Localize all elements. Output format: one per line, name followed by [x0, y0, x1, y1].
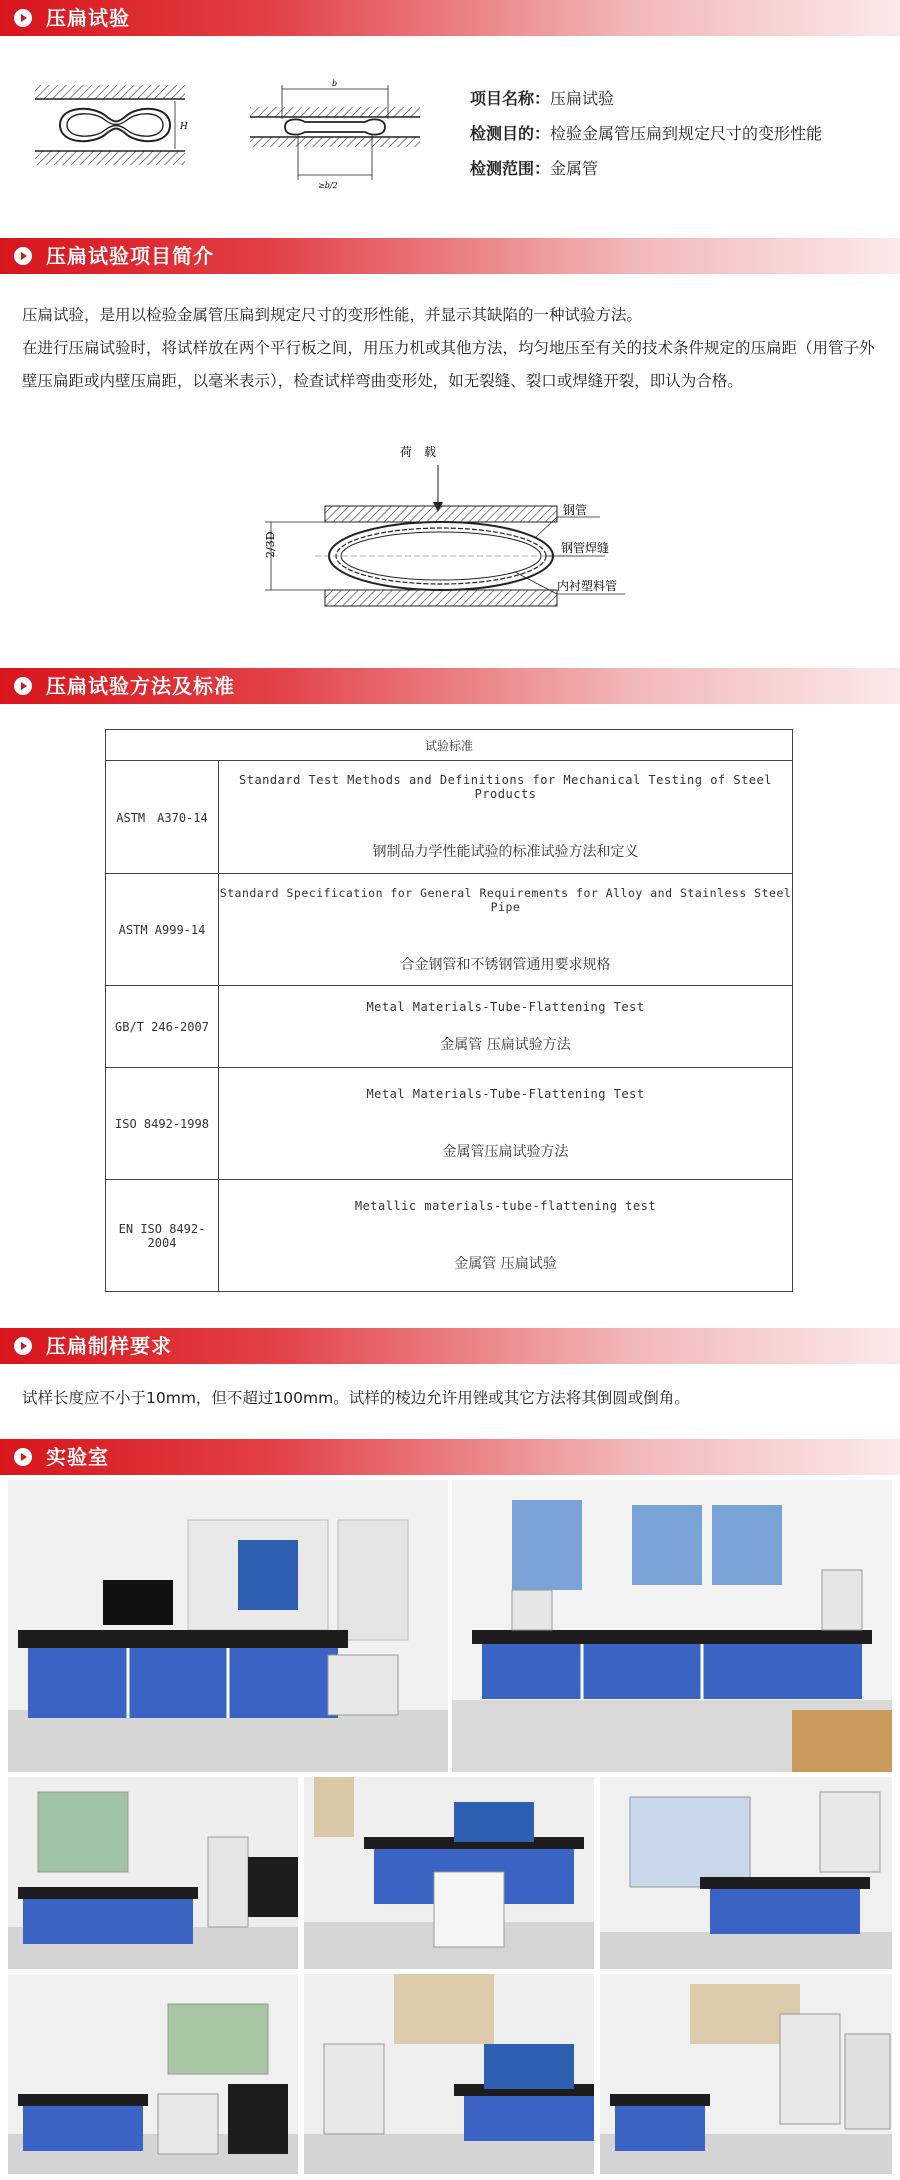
flattening-diagram-3: [245, 440, 645, 615]
lab-photo-7: [304, 1974, 594, 2174]
table-row: [106, 874, 793, 986]
standard-title-zh: 金属管压扁试验方法: [442, 1143, 569, 1160]
standard-description: [219, 1180, 793, 1292]
lab-photo-4: [304, 1777, 594, 1969]
standard-title-en: Standard Specification for General Requirements for Alloy and Stainless Steel Pipe: [219, 885, 792, 914]
arrow-circle-icon: [14, 247, 32, 265]
standard-title-en: Metal Materials-Tube-Flattening Test: [366, 1086, 645, 1101]
section-header-sample: [0, 1328, 900, 1364]
standard-code: ISO 8492-1998: [106, 1068, 219, 1180]
lab-photo-1: [8, 1480, 448, 1772]
arrow-circle-icon: [14, 1448, 32, 1466]
standard-title-zh: 合金钢管和不锈钢管通用要求规格: [400, 956, 611, 973]
section-title: 实验室: [46, 1445, 109, 1469]
lab-photo-6: [8, 1974, 298, 2174]
lab-photo-8: [600, 1974, 892, 2174]
sample-requirement-text: 试样长度应不小于10mm，但不超过100mm。试样的棱边允许用锉或其它方法将其倒圆或倒角。: [22, 1389, 690, 1407]
standard-code: EN ISO 8492-2004: [106, 1180, 219, 1292]
load-label: 荷 载: [400, 445, 437, 459]
h-label: H: [180, 122, 188, 132]
callout-plastic-liner: 内衬塑料管: [557, 579, 618, 593]
project-name-label: 项目名称：: [470, 89, 551, 108]
standard-description: [219, 874, 793, 986]
standard-code: GB/T 246-2007: [106, 986, 219, 1068]
two-thirds-d-label: 2/3D: [264, 531, 277, 558]
table-row: [106, 1068, 793, 1180]
standard-title-zh: 钢制品力学性能试验的标准试验方法和定义: [372, 844, 639, 860]
standard-title-zh: 金属管 压扁试验方法: [440, 1036, 571, 1053]
table-row: [106, 1180, 793, 1292]
table-header-row: [106, 730, 793, 761]
intro-paragraph-1: 压扁试验，是用以检验金属管压扁到规定尺寸的变形性能，并显示其缺陷的一种试验方法。: [22, 306, 643, 324]
arrow-circle-icon: [14, 677, 32, 695]
arrow-circle-icon: [14, 9, 32, 27]
standard-description: [219, 986, 793, 1068]
standard-title-en: Metal Materials-Tube-Flattening Test: [366, 999, 645, 1014]
section-header-flatten-test: [0, 0, 900, 36]
table-row: [106, 761, 793, 874]
section-header-methods: [0, 668, 900, 704]
lab-photo-3: [8, 1777, 298, 1969]
intro-paragraph-2: 在进行压扁试验时，将试样放在两个平行板之间，用压力机或其他方法，均匀地压至有关的技术条件规定的压扁距（用管子外壁压扁距或内壁压扁距，以毫米表示），检查试样弯曲变形处，如无裂缝、裂口或焊缝开裂，即认为合格。: [22, 339, 875, 390]
standard-code: ASTM A370-14: [106, 761, 219, 874]
callout-pipe-weld: 钢管焊缝: [561, 541, 610, 555]
standard-description: [219, 761, 793, 874]
scope-value: 金属管: [550, 159, 599, 178]
standard-description: [219, 1068, 793, 1180]
section-title: 压扁试验: [46, 6, 130, 30]
flattening-diagram-1: [25, 75, 195, 175]
standards-table: [105, 729, 793, 1292]
project-scope-line: [470, 156, 598, 179]
b-label: b: [332, 79, 338, 88]
half-b-label: ≥b/2: [318, 181, 338, 190]
section-header-lab: [0, 1439, 900, 1475]
standard-title-zh: 金属管 压扁试验: [454, 1255, 557, 1272]
lab-photo-2: [452, 1480, 892, 1772]
table-row: [106, 986, 793, 1068]
standard-code: ASTM A999-14: [106, 874, 219, 986]
project-name-line: [470, 86, 614, 109]
callout-steel-pipe: 钢管: [563, 503, 588, 517]
section-title: 压扁试验项目简介: [46, 244, 214, 268]
project-name-value: 压扁试验: [550, 89, 615, 108]
flattening-diagram-2: [240, 75, 430, 195]
scope-label: 检测范围：: [470, 159, 551, 178]
purpose-label: 检测目的：: [470, 124, 551, 143]
project-purpose-line: [470, 121, 822, 144]
standard-title-en: Metallic materials-tube-flattening test: [354, 1198, 657, 1213]
lab-photo-5: [600, 1777, 892, 1969]
section-header-intro: [0, 238, 900, 274]
arrow-circle-icon: [14, 1337, 32, 1355]
section-title: 压扁试验方法及标准: [46, 674, 235, 698]
purpose-value: 检验金属管压扁到规定尺寸的变形性能: [550, 124, 823, 143]
standard-title-en: Standard Test Methods and Definitions for Mechanical Testing of Steel Products: [239, 773, 772, 801]
table-header-cell: 试验标准: [106, 730, 793, 761]
section-title: 压扁制样要求: [46, 1334, 172, 1358]
